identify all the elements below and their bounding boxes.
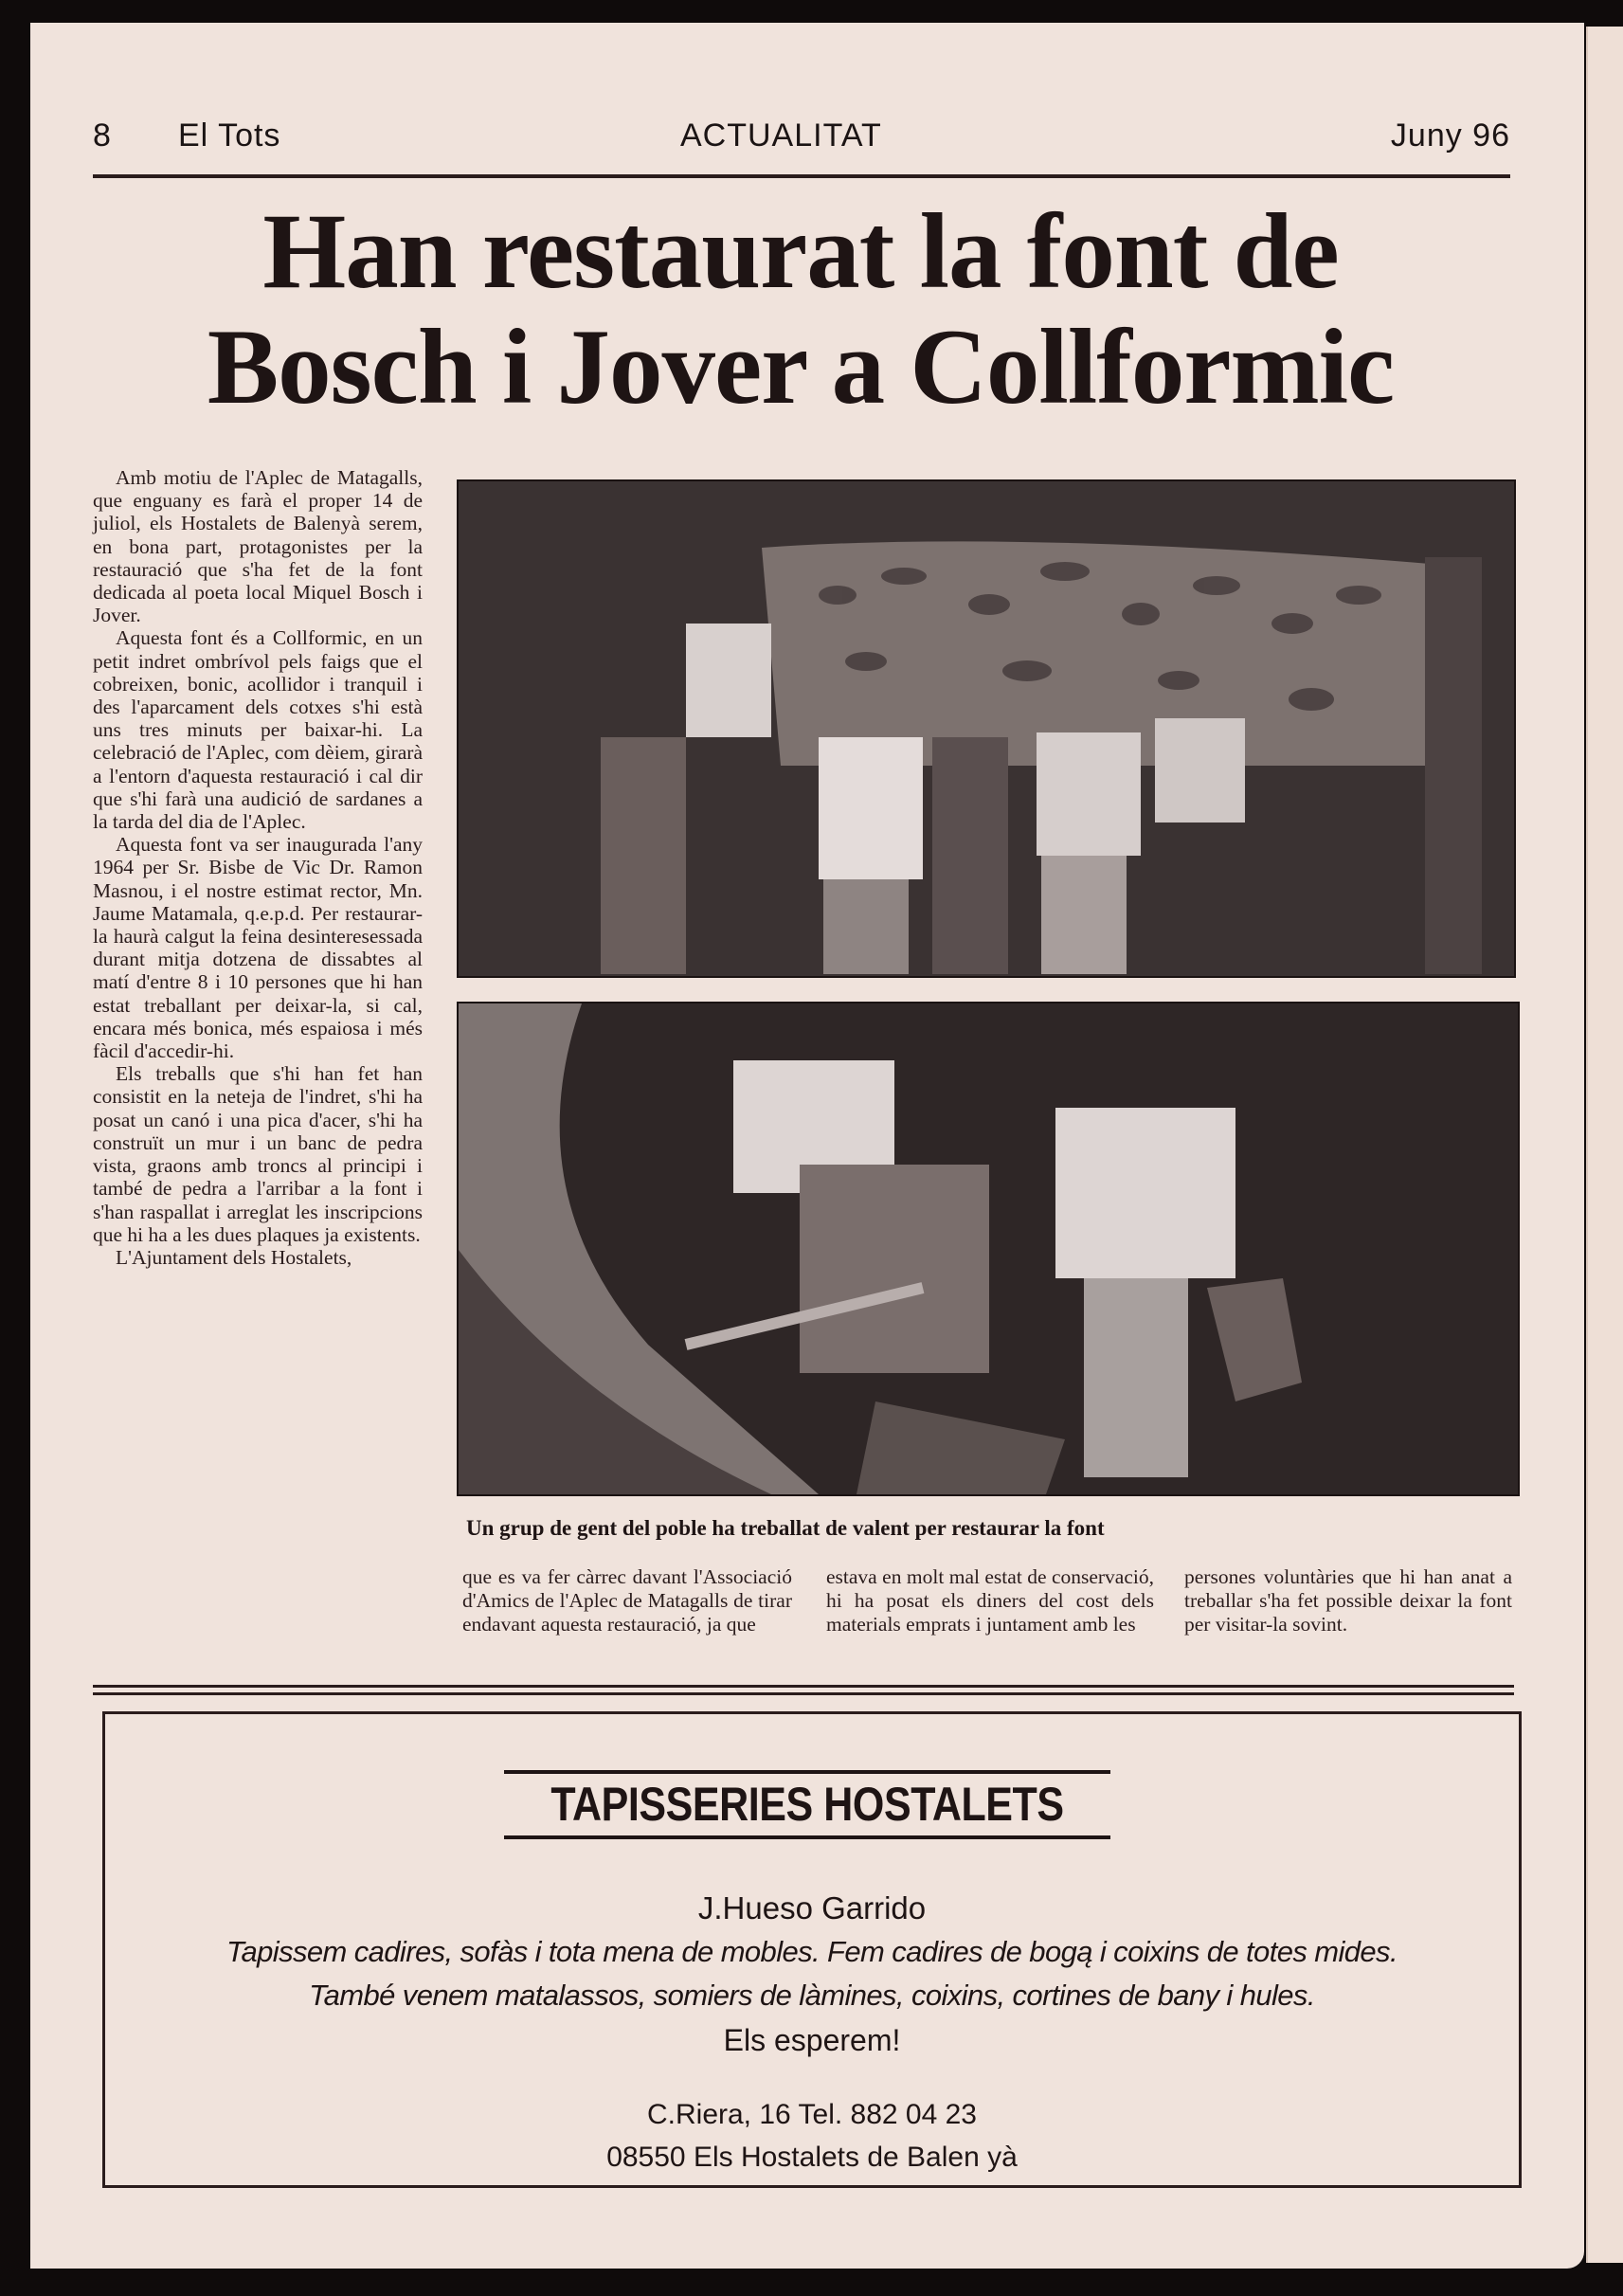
paragraph: Aquesta font va ser inaugurada l'any 1964 per Sr. Bisbe de Vic Dr. Ramon Masnou, i el nostre estimat rector, Mn. Jaume Matamala, q.e.p.d. Per restaurar-la haurà calgut la feina desinteresessada durant mitja dotzena de dissabtes al matí d'entre 8 i 10 persones que hi han estat treballant per deixar-la, si cal, encara més bonica, més espaiosa i més fàcil d'accedir-hi. <box>93 833 423 1063</box>
paragraph: estava en molt mal estat de conservació, hi ha posat els diners del cost dels materials emprats i juntament amb les <box>826 1565 1154 1636</box>
publication-name: El Tots <box>178 118 281 154</box>
section-title: ACTUALITAT <box>680 118 882 154</box>
headline-line-2: Bosch i Jover a Collformic <box>207 308 1395 426</box>
paragraph: persones voluntàries que hi han anat a treballar s'ha fet possible deixar la font per visitar-la sovint. <box>1184 1565 1512 1636</box>
section-divider-top <box>93 1685 1514 1688</box>
headline-line-1: Han restaurat la font de <box>262 192 1339 311</box>
photo-group-illustration <box>459 481 1514 976</box>
adjacent-page-edge <box>1586 27 1623 2263</box>
photo-group-at-fountain <box>457 479 1516 978</box>
section-divider-bottom <box>93 1692 1514 1695</box>
article-column-1 <box>93 466 423 1269</box>
ad-city: 08550 Els Hostalets de Balen yà <box>606 2142 1018 2173</box>
article-column-2 <box>462 1565 792 1636</box>
paragraph: Els treballs que s'hi han fet han consistit en la neteja de l'indret, s'hi ha posat un canó i una pica d'acer, s'hi ha construït un mur i un banc de pedra vista, graons amb troncs al principi i també de pedra a l'arribar a la font i s'han raspallat i arreglat les inscripcions que hi ha a les dues plaques ja existents. <box>93 1062 423 1246</box>
article-column-4 <box>1184 1565 1512 1636</box>
photo-workers-digging <box>457 1002 1520 1496</box>
page-header <box>93 112 1510 178</box>
paragraph: Amb motiu de l'Aplec de Matagalls, que enguany es farà el proper 14 de juliol, els Hostalets de Balenyà serem, en bona part, protagonistes per la restauració que s'ha fet de la font dedicada al poeta local Miquel Bosch i Jover. <box>93 466 423 627</box>
paragraph: L'Ajuntament dels Hostalets, <box>116 1245 352 1269</box>
ad-business-name: TAPISSERIES HOSTALETS <box>550 1778 1064 1831</box>
issue-date: Juny 96 <box>1390 118 1510 154</box>
paragraph: Aquesta font és a Collformic, en un petit indret ombrívol pels faigs que el cobreixen, bonic, acollidor i tranquil i des l'aparcament dels cotxes s'hi està uns tres minuts per baixar-hi. La celebració de l'Aplec, com dèiem, girarà a l'entorn d'aquesta restauració i cal dir que s'hi farà una audició de sardanes a la tarda del dia de l'Aplec. <box>93 626 423 834</box>
ad-description-line-2: També venem matalassos, somiers de làmines, coixins, cortines de bany i hules. <box>309 1979 1315 2012</box>
page-number: 8 <box>93 118 112 154</box>
article-column-3 <box>826 1565 1154 1636</box>
ad-call-to-action: Els esperem! <box>723 2023 901 2057</box>
article-headline <box>85 194 1516 425</box>
header-rule <box>93 174 1510 178</box>
ad-title-rule-bottom <box>504 1835 1110 1839</box>
photo-caption: Un grup de gent del poble ha treballat de valent per restaurar la font <box>466 1516 1105 1540</box>
ad-description-line-1: Tapissem cadires, sofàs i tota mena de mobles. Fem cadires de bogą i coixins de totes mides. <box>226 1935 1398 1968</box>
paragraph: que es va fer càrrec davant l'Associació d'Amics de l'Aplec de Matagalls de tirar endavant aquesta restauració, ja que <box>462 1565 792 1636</box>
ad-title-rule-top <box>504 1770 1110 1774</box>
photo-workers-illustration <box>459 1003 1518 1494</box>
ad-address: C.Riera, 16 Tel. 882 04 23 <box>646 2099 977 2130</box>
ad-owner-name: J.Hueso Garrido <box>697 1890 927 1925</box>
